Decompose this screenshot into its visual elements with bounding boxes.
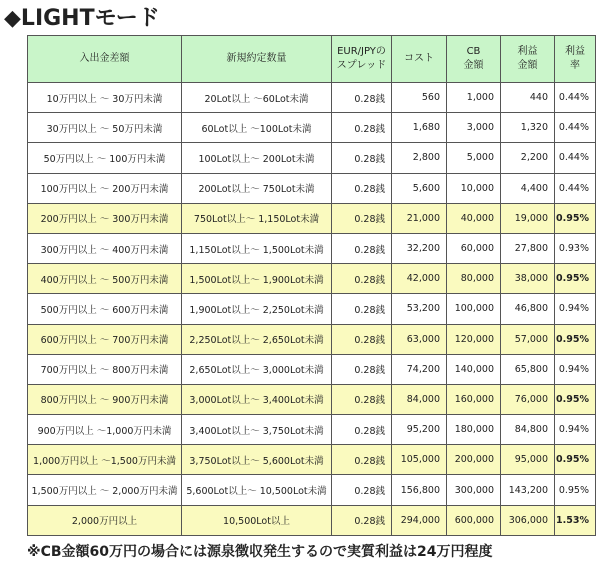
table-cell: 200,000 (447, 445, 501, 475)
table-cell: 0.28銭 (332, 113, 392, 143)
table-cell: 156,800 (392, 475, 447, 505)
table-cell: 3,000Lot以上〜 3,400Lot未満 (182, 384, 332, 414)
table-cell: 0.44% (555, 113, 596, 143)
table-cell: 0.94% (555, 415, 596, 445)
table-cell: 140,000 (447, 354, 501, 384)
table-cell: 1,680 (392, 113, 447, 143)
table-cell: 95,000 (501, 445, 555, 475)
column-header-label: CB (466, 46, 481, 57)
table-cell: 10,500Lot以上 (182, 505, 332, 535)
table-cell: 20Lot以上 〜60Lot未満 (182, 83, 332, 113)
table-cell: 4,400 (501, 173, 555, 203)
table-cell: 0.28銭 (332, 475, 392, 505)
table-cell: 500万円以上 〜 600万円未満 (28, 294, 182, 324)
table-cell: 2,200 (501, 143, 555, 173)
table-cell: 0.28銭 (332, 354, 392, 384)
table-cell: 800万円以上 〜 900万円未満 (28, 384, 182, 414)
table-cell: 0.44% (555, 83, 596, 113)
table-cell: 30万円以上 〜 50万円未満 (28, 113, 182, 143)
table-row (28, 113, 596, 143)
table-cell: 900万円以上 〜1,000万円未満 (28, 415, 182, 445)
table-cell: 0.95% (555, 324, 596, 354)
column-header (392, 36, 447, 83)
column-header-label: 金額 (463, 60, 484, 71)
table-body (28, 83, 596, 536)
table-cell: 60,000 (447, 233, 501, 263)
table-row (28, 173, 596, 203)
table-cell: 0.95% (555, 445, 596, 475)
table-cell: 400万円以上 〜 500万円未満 (28, 264, 182, 294)
table-row (28, 264, 596, 294)
table-cell: 10,000 (447, 173, 501, 203)
table-row (28, 143, 596, 173)
table-cell: 100,000 (447, 294, 501, 324)
table-cell: 40,000 (447, 203, 501, 233)
column-header (501, 36, 555, 83)
table-cell: 53,200 (392, 294, 447, 324)
table-cell: 0.95% (555, 203, 596, 233)
cashback-table (27, 35, 596, 536)
table-cell: 0.28銭 (332, 505, 392, 535)
column-header (332, 36, 392, 83)
table-cell: 0.94% (555, 294, 596, 324)
table-cell: 1,150Lot以上〜 1,500Lot未満 (182, 233, 332, 263)
table-cell: 294,000 (392, 505, 447, 535)
table-cell: 100万円以上 〜 200万円未満 (28, 173, 182, 203)
table-row (28, 415, 596, 445)
column-header (182, 36, 332, 83)
table-cell: 3,750Lot以上〜 5,600Lot未満 (182, 445, 332, 475)
table-row (28, 475, 596, 505)
table-cell: 700万円以上 〜 800万円未満 (28, 354, 182, 384)
column-header-label: 入出金差額 (79, 53, 130, 64)
table-cell: 0.28銭 (332, 384, 392, 414)
table-row (28, 384, 596, 414)
table-cell: 19,000 (501, 203, 555, 233)
table-cell: 0.28銭 (332, 445, 392, 475)
table-cell: 0.28銭 (332, 415, 392, 445)
table-cell: 5,600 (392, 173, 447, 203)
table-cell: 750Lot以上〜 1,150Lot未満 (182, 203, 332, 233)
table-cell: 3,400Lot以上〜 3,750Lot未満 (182, 415, 332, 445)
column-header (28, 36, 182, 83)
table-cell: 2,650Lot以上〜 3,000Lot未満 (182, 354, 332, 384)
column-header-label: EUR/JPYの (337, 46, 386, 57)
table-cell: 2,250Lot以上〜 2,650Lot未満 (182, 324, 332, 354)
table-row (28, 324, 596, 354)
table-cell: 0.95% (555, 384, 596, 414)
table-row (28, 445, 596, 475)
table-cell: 105,000 (392, 445, 447, 475)
table-cell: 2,000万円以上 (28, 505, 182, 535)
table-cell: 200万円以上 〜 300万円未満 (28, 203, 182, 233)
table-cell: 1,500万円以上 〜 2,000万円未満 (28, 475, 182, 505)
table-cell: 560 (392, 83, 447, 113)
table-cell: 0.28銭 (332, 294, 392, 324)
table-cell: 1,500Lot以上〜 1,900Lot未満 (182, 264, 332, 294)
table-cell: 84,800 (501, 415, 555, 445)
table-cell: 63,000 (392, 324, 447, 354)
table-cell: 0.95% (555, 475, 596, 505)
table-cell: 0.28銭 (332, 264, 392, 294)
table-row (28, 233, 596, 263)
table-cell: 65,800 (501, 354, 555, 384)
table-row (28, 354, 596, 384)
table-cell: 0.44% (555, 143, 596, 173)
table-cell: 1,900Lot以上〜 2,250Lot未満 (182, 294, 332, 324)
table-cell: 5,600Lot以上〜 10,500Lot未満 (182, 475, 332, 505)
table-cell: 180,000 (447, 415, 501, 445)
table-cell: 0.93% (555, 233, 596, 263)
table-cell: 120,000 (447, 324, 501, 354)
table-cell: 100Lot以上〜 200Lot未満 (182, 143, 332, 173)
table-cell: 306,000 (501, 505, 555, 535)
table-cell: 300,000 (447, 475, 501, 505)
column-header-label: 金額 (517, 60, 538, 71)
table-cell: 3,000 (447, 113, 501, 143)
table-cell: 74,200 (392, 354, 447, 384)
table-cell: 38,000 (501, 264, 555, 294)
table-row (28, 203, 596, 233)
table-cell: 0.28銭 (332, 83, 392, 113)
column-header (555, 36, 596, 83)
table-cell: 0.28銭 (332, 233, 392, 263)
footnote: ※CB金額60万円の場合には源泉徴収発生するので実質利益は24万円程度 (27, 544, 493, 560)
table-cell: 46,800 (501, 294, 555, 324)
table-cell: 1,320 (501, 113, 555, 143)
table-row (28, 83, 596, 113)
table-cell: 57,000 (501, 324, 555, 354)
table-cell: 0.44% (555, 173, 596, 203)
table-cell: 160,000 (447, 384, 501, 414)
table-header-row (28, 36, 596, 83)
table-cell: 440 (501, 83, 555, 113)
page-title: ◆LIGHTモード (4, 6, 160, 31)
table-cell: 42,000 (392, 264, 447, 294)
table-cell: 1,000万円以上 〜1,500万円未満 (28, 445, 182, 475)
table-cell: 600,000 (447, 505, 501, 535)
table-cell: 1,000 (447, 83, 501, 113)
table-cell: 84,000 (392, 384, 447, 414)
table-cell: 1.53% (555, 505, 596, 535)
column-header-label: 利益 (517, 46, 538, 57)
table-cell: 300万円以上 〜 400万円未満 (28, 233, 182, 263)
table-row (28, 294, 596, 324)
table-cell: 200Lot以上〜 750Lot未満 (182, 173, 332, 203)
table-cell: 0.28銭 (332, 324, 392, 354)
table-cell: 60Lot以上 〜100Lot未満 (182, 113, 332, 143)
table-row (28, 505, 596, 535)
table-cell: 95,200 (392, 415, 447, 445)
table-cell: 0.28銭 (332, 203, 392, 233)
column-header-label: スプレッド (336, 60, 387, 71)
column-header-label: コスト (404, 53, 434, 64)
table-cell: 0.94% (555, 354, 596, 384)
column-header-label: 新規約定数量 (226, 53, 287, 64)
table-cell: 2,800 (392, 143, 447, 173)
table-cell: 143,200 (501, 475, 555, 505)
table-cell: 76,000 (501, 384, 555, 414)
table-cell: 600万円以上 〜 700万円未満 (28, 324, 182, 354)
table-cell: 21,000 (392, 203, 447, 233)
table-cell: 80,000 (447, 264, 501, 294)
table-cell: 32,200 (392, 233, 447, 263)
table-cell: 0.95% (555, 264, 596, 294)
column-header-label: 利益 (565, 46, 585, 57)
column-header (447, 36, 501, 83)
table-cell: 0.28銭 (332, 173, 392, 203)
table-cell: 5,000 (447, 143, 501, 173)
table-cell: 10万円以上 〜 30万円未満 (28, 83, 182, 113)
table-cell: 50万円以上 〜 100万円未満 (28, 143, 182, 173)
column-header-label: 率 (570, 60, 580, 71)
table-cell: 27,800 (501, 233, 555, 263)
table-cell: 0.28銭 (332, 143, 392, 173)
